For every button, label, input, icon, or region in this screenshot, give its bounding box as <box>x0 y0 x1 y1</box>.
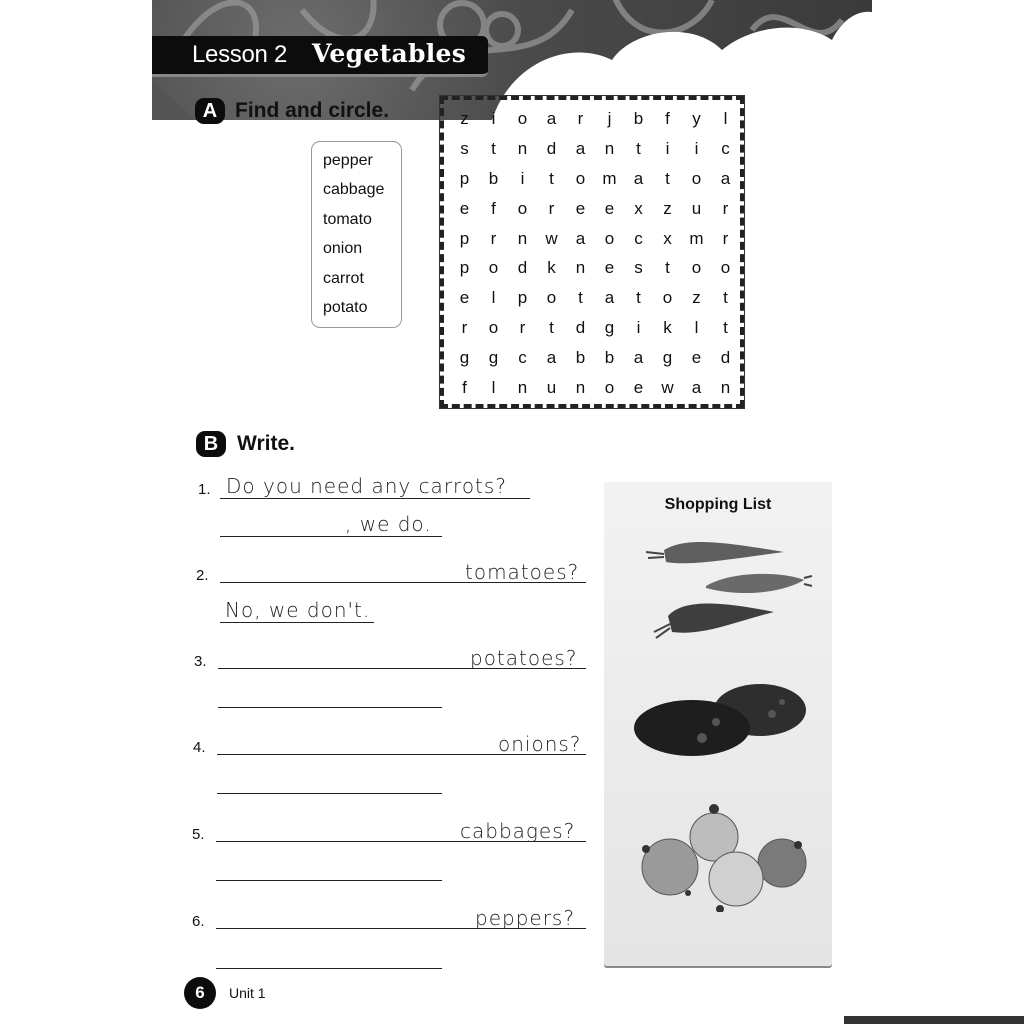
grid-letter[interactable]: g <box>459 348 470 368</box>
grid-letter[interactable]: t <box>665 258 670 278</box>
grid-letter[interactable]: b <box>604 348 615 368</box>
grid-letter[interactable]: l <box>723 108 728 128</box>
grid-row <box>450 224 740 254</box>
section-b-badge: B <box>196 431 226 457</box>
grid-letter[interactable]: o <box>546 288 557 308</box>
grid-letter[interactable]: r <box>490 228 497 248</box>
word-list-item: cabbage <box>323 181 385 198</box>
grid-letter[interactable]: l <box>491 288 496 308</box>
grid-letter[interactable]: n <box>575 377 586 397</box>
grid-letter[interactable]: k <box>663 318 672 338</box>
grid-letter[interactable]: o <box>517 198 528 218</box>
grid-row <box>450 313 740 343</box>
grid-letter[interactable]: t <box>636 138 641 158</box>
grid-letter[interactable]: e <box>604 258 615 278</box>
lesson-title: Vegetables <box>312 39 467 68</box>
grid-letter[interactable]: r <box>722 198 729 218</box>
item-1-answer-line[interactable] <box>220 536 442 537</box>
item-number: 5. <box>192 826 205 843</box>
potatoes-icon <box>632 680 812 760</box>
grid-row <box>450 343 740 373</box>
grid-letter[interactable]: l <box>491 377 496 397</box>
grid-letter[interactable]: a <box>633 168 644 188</box>
grid-letter[interactable]: t <box>491 138 496 158</box>
grid-letter[interactable]: o <box>488 258 499 278</box>
grid-row <box>450 164 740 194</box>
grid-letter[interactable]: g <box>662 348 673 368</box>
page-margin <box>0 0 152 1024</box>
grid-letter[interactable]: k <box>547 258 556 278</box>
grid-letter[interactable]: t <box>723 288 728 308</box>
item-number: 6. <box>192 913 205 930</box>
grid-letter[interactable]: p <box>517 288 528 308</box>
grid-letter[interactable]: c <box>721 138 730 158</box>
grid-letter[interactable]: r <box>548 198 555 218</box>
grid-letter[interactable]: n <box>517 138 528 158</box>
carrots-icon <box>644 532 814 642</box>
grid-letter[interactable]: d <box>720 348 731 368</box>
shopping-list-card <box>604 482 832 966</box>
grid-letter[interactable]: z <box>663 198 672 218</box>
grid-row <box>450 104 740 134</box>
grid-letter[interactable]: n <box>517 228 528 248</box>
grid-letter[interactable]: x <box>634 198 643 218</box>
item-2-answer-line[interactable] <box>220 622 374 623</box>
grid-letter[interactable]: y <box>692 108 701 128</box>
grid-row <box>450 253 740 283</box>
page-number-badge: 6 <box>184 977 216 1009</box>
grid-letter[interactable]: b <box>633 108 644 128</box>
grid-letter[interactable]: p <box>459 258 470 278</box>
grid-letter[interactable]: i <box>636 318 641 338</box>
item-number: 1. <box>198 481 211 498</box>
grid-letter[interactable]: n <box>604 138 615 158</box>
section-b-instruction: Write. <box>237 432 295 455</box>
grid-letter[interactable]: r <box>577 108 584 128</box>
grid-letter[interactable]: d <box>546 138 557 158</box>
grid-letter[interactable]: n <box>575 258 586 278</box>
grid-letter[interactable]: a <box>546 348 557 368</box>
grid-letter[interactable]: a <box>633 348 644 368</box>
grid-letter[interactable]: z <box>460 108 469 128</box>
item-number: 3. <box>194 653 207 670</box>
grid-letter[interactable]: e <box>633 377 644 397</box>
grid-letter[interactable]: m <box>602 168 617 188</box>
grid-letter[interactable]: i <box>520 168 525 188</box>
item-5-answer-line[interactable] <box>216 880 442 881</box>
grid-row <box>450 134 740 164</box>
grid-letter[interactable]: t <box>578 288 583 308</box>
grid-letter[interactable]: o <box>691 258 702 278</box>
grid-row <box>450 373 740 403</box>
item-6-answer-line[interactable] <box>216 968 442 969</box>
grid-letter[interactable]: b <box>575 348 586 368</box>
grid-letter[interactable]: a <box>691 377 702 397</box>
grid-letter[interactable]: a <box>575 228 586 248</box>
grid-letter[interactable]: r <box>722 228 729 248</box>
grid-letter[interactable]: t <box>723 318 728 338</box>
item-1-question-line[interactable] <box>220 498 530 499</box>
grid-letter[interactable]: f <box>491 198 496 218</box>
grid-letter[interactable]: r <box>461 318 468 338</box>
section-a-instruction: Find and circle. <box>235 99 390 122</box>
decorative-corner <box>152 80 196 120</box>
grid-letter[interactable]: o <box>720 258 731 278</box>
item-3-question: potatoes? <box>470 646 578 670</box>
grid-letter[interactable]: j <box>607 108 612 128</box>
word-list-item: tomato <box>323 211 372 228</box>
grid-letter[interactable]: l <box>694 318 699 338</box>
grid-letter[interactable]: o <box>517 108 528 128</box>
grid-letter[interactable]: d <box>517 258 528 278</box>
grid-letter[interactable]: b <box>488 168 499 188</box>
item-2-answer: No, we don't. <box>225 598 371 622</box>
grid-letter[interactable]: o <box>604 228 615 248</box>
grid-letter[interactable]: f <box>462 377 467 397</box>
word-search-grid <box>440 96 744 408</box>
grid-letter[interactable]: c <box>634 228 643 248</box>
grid-letter[interactable]: g <box>488 348 499 368</box>
page-edge-shadow <box>844 1016 1024 1024</box>
grid-letter[interactable]: e <box>604 198 615 218</box>
item-5-question: cabbages? <box>460 819 576 843</box>
item-number: 4. <box>193 739 206 756</box>
item-3-answer-line[interactable] <box>218 707 442 708</box>
item-4-answer-line[interactable] <box>217 793 442 794</box>
word-list-item: onion <box>323 240 363 257</box>
grid-letter[interactable]: r <box>519 318 526 338</box>
grid-letter[interactable]: o <box>488 318 499 338</box>
grid-letter[interactable]: n <box>720 377 731 397</box>
word-search-table <box>450 104 740 403</box>
grid-letter[interactable]: a <box>575 138 586 158</box>
grid-letter[interactable]: w <box>545 228 558 248</box>
grid-letter[interactable]: f <box>665 108 670 128</box>
grid-letter[interactable]: o <box>575 168 586 188</box>
lesson-title-bar <box>152 36 488 77</box>
item-1-question: Do you need any carrots? <box>226 474 507 498</box>
grid-letter[interactable]: p <box>459 168 470 188</box>
grid-letter[interactable]: i <box>665 138 670 158</box>
grid-letter[interactable]: p <box>459 228 470 248</box>
grid-letter[interactable]: t <box>549 318 554 338</box>
grid-letter[interactable]: g <box>604 318 615 338</box>
section-a-badge: A <box>195 98 225 124</box>
item-6-question: peppers? <box>475 906 575 930</box>
grid-letter[interactable]: w <box>661 377 674 397</box>
grid-letter[interactable]: d <box>575 318 586 338</box>
grid-letter[interactable]: i <box>491 108 496 128</box>
grid-letter[interactable]: x <box>663 228 672 248</box>
word-list-item: carrot <box>323 270 364 287</box>
grid-letter[interactable]: o <box>691 168 702 188</box>
grid-letter[interactable]: t <box>636 288 641 308</box>
lesson-label: Lesson 2 <box>192 41 288 68</box>
shopping-list-title: Shopping List <box>664 496 772 513</box>
grid-letter[interactable]: t <box>665 168 670 188</box>
grid-letter[interactable]: o <box>604 377 615 397</box>
item-number: 2. <box>196 567 209 584</box>
grid-letter[interactable]: a <box>720 168 731 188</box>
grid-letter[interactable]: e <box>575 198 586 218</box>
grid-letter[interactable]: e <box>691 348 702 368</box>
onions-icon <box>632 797 812 912</box>
grid-letter[interactable]: o <box>662 288 673 308</box>
word-list-box <box>311 141 402 328</box>
grid-letter[interactable]: s <box>634 258 643 278</box>
grid-letter[interactable]: a <box>546 108 557 128</box>
word-list-item: potato <box>323 299 368 316</box>
grid-letter[interactable]: e <box>459 288 470 308</box>
grid-letter[interactable]: i <box>694 138 699 158</box>
grid-letter[interactable]: u <box>691 198 702 218</box>
grid-letter[interactable]: u <box>546 377 557 397</box>
item-4-question: onions? <box>498 732 582 756</box>
grid-letter[interactable]: m <box>689 228 704 248</box>
grid-letter[interactable]: a <box>604 288 615 308</box>
unit-label: Unit 1 <box>229 985 266 1001</box>
grid-letter[interactable]: c <box>518 348 527 368</box>
grid-letter[interactable]: z <box>692 288 701 308</box>
item-2-question: tomatoes? <box>465 560 580 584</box>
word-list-item: pepper <box>323 152 373 169</box>
grid-row <box>450 283 740 313</box>
grid-letter[interactable]: e <box>459 198 470 218</box>
grid-row <box>450 194 740 224</box>
grid-letter[interactable]: t <box>549 168 554 188</box>
item-1-answer: , we do. <box>345 512 432 536</box>
grid-letter[interactable]: s <box>460 138 469 158</box>
grid-letter[interactable]: n <box>517 377 528 397</box>
